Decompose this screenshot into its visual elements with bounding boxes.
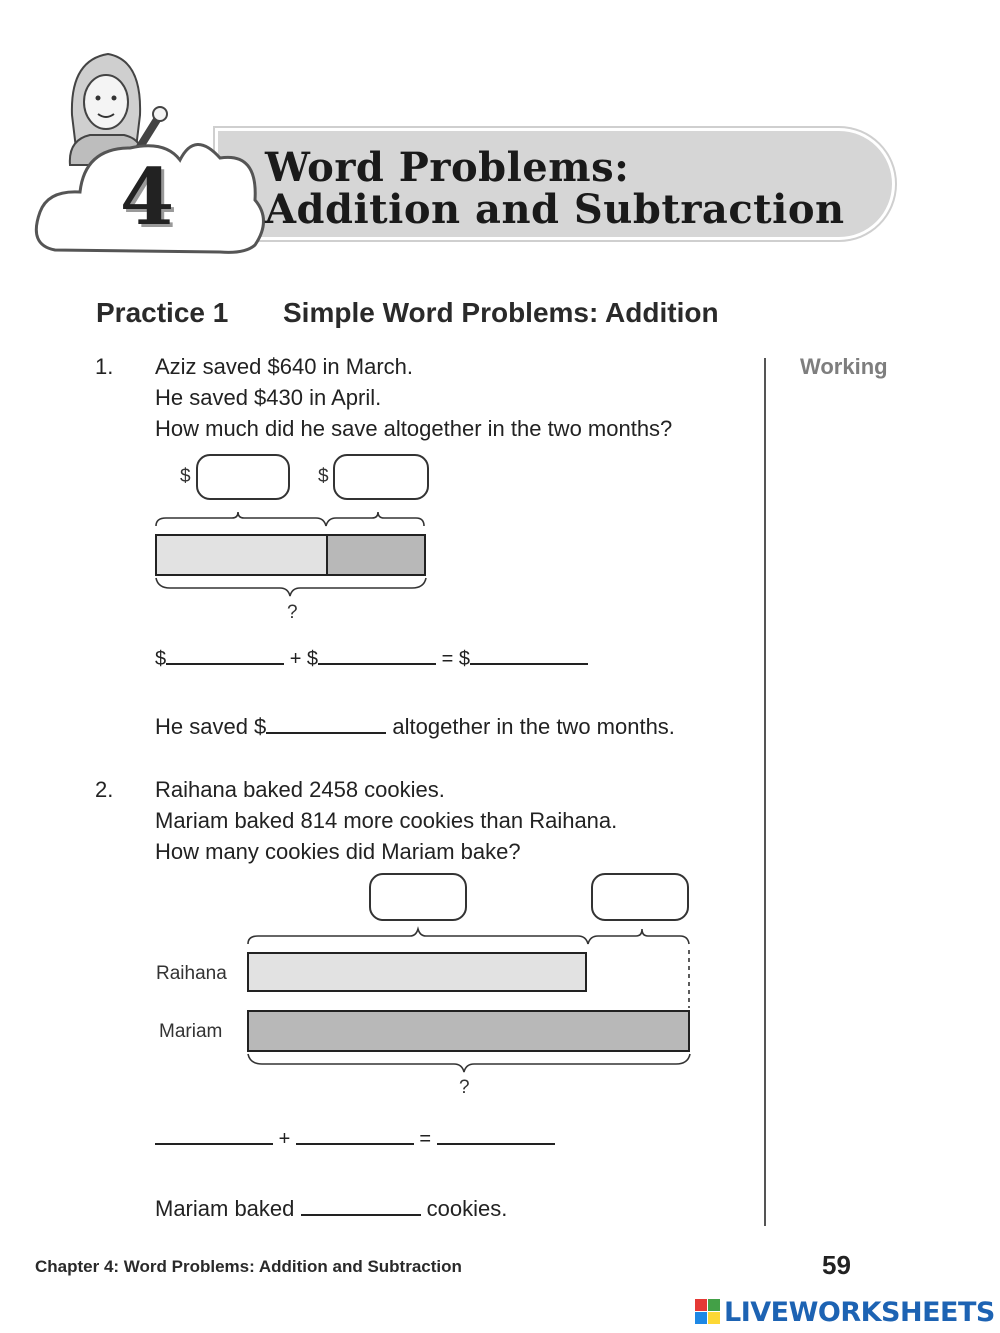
chapter-title-line2: Addition and Subtraction (265, 186, 845, 233)
q1-dollar-sign-1: $ (180, 466, 191, 487)
q2-answer-blank[interactable] (301, 1213, 421, 1216)
q1-bottom-brace (156, 578, 426, 596)
q1-answer-after: altogether in the two months. (392, 714, 675, 739)
q1-total-question-mark: ? (287, 602, 298, 623)
q2-bar-raihana (248, 953, 586, 991)
q1-answer-sentence (155, 714, 675, 740)
footer-chapter-title: Chapter 4: Word Problems: Addition and Subtraction (35, 1257, 462, 1276)
question-2-line-2: Mariam baked 814 more cookies than Raihana. (155, 808, 618, 833)
q1-eq-blank-2[interactable] (318, 662, 436, 665)
q1-top-brace-right (326, 512, 424, 526)
question-1-line-1: Aziz saved $640 in March. (155, 354, 414, 379)
working-divider (764, 358, 766, 1226)
q1-answer-before: He saved $ (155, 714, 267, 739)
q1-answer-blank[interactable] (266, 731, 386, 734)
practice-title: Simple Word Problems: Addition (283, 297, 719, 328)
q1-bar-march (156, 535, 327, 575)
chapter-number: 4 (119, 152, 175, 243)
q1-march-amount-box[interactable] (196, 454, 290, 500)
working-label: Working (800, 354, 888, 379)
q1-equation (155, 648, 588, 671)
q2-bar-mariam (248, 1011, 689, 1051)
q2-bar-label-mariam: Mariam (159, 1021, 223, 1042)
q2-eq-plus: + (278, 1128, 291, 1150)
question-1-line-3: How much did he save altogether in the two months? (155, 416, 673, 441)
q2-answer-before: Mariam baked (155, 1196, 295, 1221)
q2-answer-sentence (155, 1196, 507, 1222)
q2-raihana-amount-box[interactable] (369, 873, 467, 921)
q1-april-amount-box[interactable] (333, 454, 429, 500)
question-1-number: 1. (95, 354, 114, 379)
q1-eq-plus: + $ (289, 648, 319, 670)
question-2-line-1: Raihana baked 2458 cookies. (155, 777, 445, 802)
question-2-line-3: How many cookies did Mariam bake? (155, 839, 521, 864)
chapter-title-line1: Word Problems: (265, 144, 630, 191)
q2-eq-blank-1[interactable] (155, 1142, 273, 1145)
liveworksheets-brand[interactable] (695, 1294, 995, 1330)
q1-eq-prefix: $ (155, 648, 167, 670)
q1-dollar-sign-2: $ (318, 466, 329, 487)
q2-bar-label-raihana: Raihana (156, 963, 227, 984)
page-number: 59 (822, 1250, 851, 1280)
question-1-line-2: He saved $430 in April. (155, 385, 382, 410)
question-2-number: 2. (95, 777, 114, 802)
liveworksheets-wordmark: LIVEWORKSHEETS (724, 1296, 995, 1328)
q2-answer-after: cookies. (426, 1196, 508, 1221)
q2-equation (155, 1128, 555, 1151)
practice-label: Practice 1 (96, 297, 229, 328)
q2-eq-blank-3[interactable] (437, 1142, 555, 1145)
q2-top-brace-right (588, 929, 689, 944)
q2-difference-amount-box[interactable] (591, 873, 689, 921)
q1-eq-blank-3[interactable] (470, 662, 588, 665)
q1-top-brace-left (156, 512, 326, 526)
q1-eq-equals: = $ (441, 648, 470, 670)
q2-eq-blank-2[interactable] (296, 1142, 414, 1145)
q2-bar-model (240, 926, 700, 1076)
liveworksheets-logo-icon (695, 1299, 721, 1325)
q1-eq-blank-1[interactable] (166, 662, 284, 665)
q2-total-question-mark: ? (459, 1077, 470, 1098)
q1-bar-model (150, 508, 435, 600)
q2-eq-equals: = (419, 1128, 432, 1150)
q1-bar-april (327, 535, 425, 575)
q2-top-brace-left (248, 929, 588, 944)
q2-bottom-brace (248, 1054, 690, 1072)
